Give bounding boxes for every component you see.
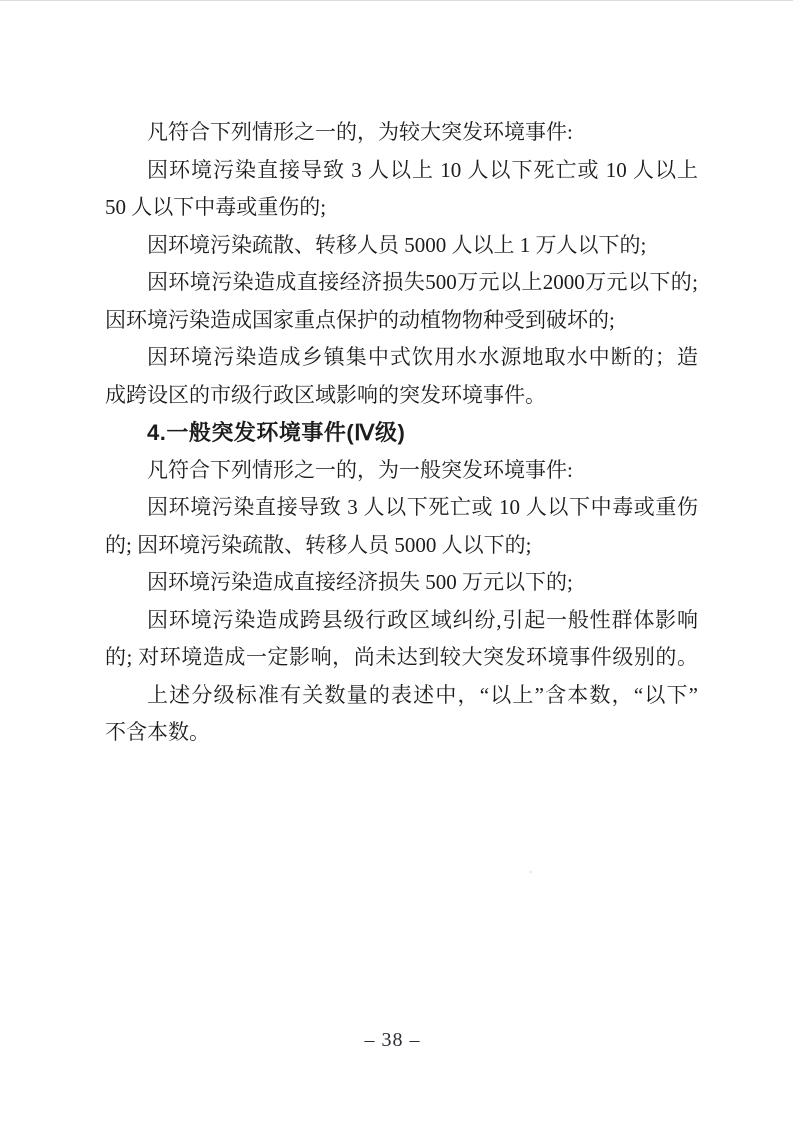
section-heading: 4.一般突发环境事件(Ⅳ级) bbox=[147, 420, 406, 445]
scan-artifact-line bbox=[0, 0, 793, 1]
text-line: 50 人以下中毒或重伤的; bbox=[105, 195, 327, 219]
text-line: 因环境污染直接导致 3 人以下死亡或 10 人以下中毒或重伤 bbox=[147, 495, 698, 519]
text-line: 因环境污染造成直接经济损失 500 万元以下的; bbox=[147, 570, 573, 594]
text-line: 凡符合下列情形之一的，为一般突发环境事件: bbox=[147, 457, 573, 482]
text-line: 因环境污染造成直接经济损失500万元以上2000万元以下的; bbox=[147, 270, 698, 294]
text-line: 因环境污染造成乡镇集中式饮用水水源地取水中断的；造 bbox=[147, 345, 698, 369]
text-line: 的; 对环境造成一定影响，尚未达到较大突发环境事件级别的。 bbox=[105, 645, 698, 669]
text-line: 凡符合下列情形之一的，为较大突发环境事件: bbox=[147, 120, 573, 144]
page-number: – 38 – bbox=[364, 1029, 421, 1051]
text-line: 因环境污染造成跨县级行政区域纠纷,引起一般性群体影响 bbox=[147, 607, 698, 632]
text-line: 因环境污染直接导致 3 人以上 10 人以下死亡或 10 人以上 bbox=[147, 157, 698, 182]
text-line: 上述分级标准有关数量的表述中，“以上”含本数，“以下” bbox=[147, 682, 698, 707]
text-line: 不含本数。 bbox=[105, 720, 210, 744]
text-line: 的; 因环境污染疏散、转移人员 5000 人以下的; bbox=[105, 532, 532, 557]
text-line: 因环境污染疏散、转移人员 5000 人以上 1 万人以下的; bbox=[147, 232, 647, 257]
scan-speck bbox=[529, 871, 532, 873]
text-line: 成跨设区的市级行政区域影响的突发环境事件。 bbox=[105, 382, 546, 407]
text-line: 因环境污染造成国家重点保护的动植物物种受到破坏的; bbox=[105, 307, 615, 332]
document-body bbox=[105, 114, 698, 752]
